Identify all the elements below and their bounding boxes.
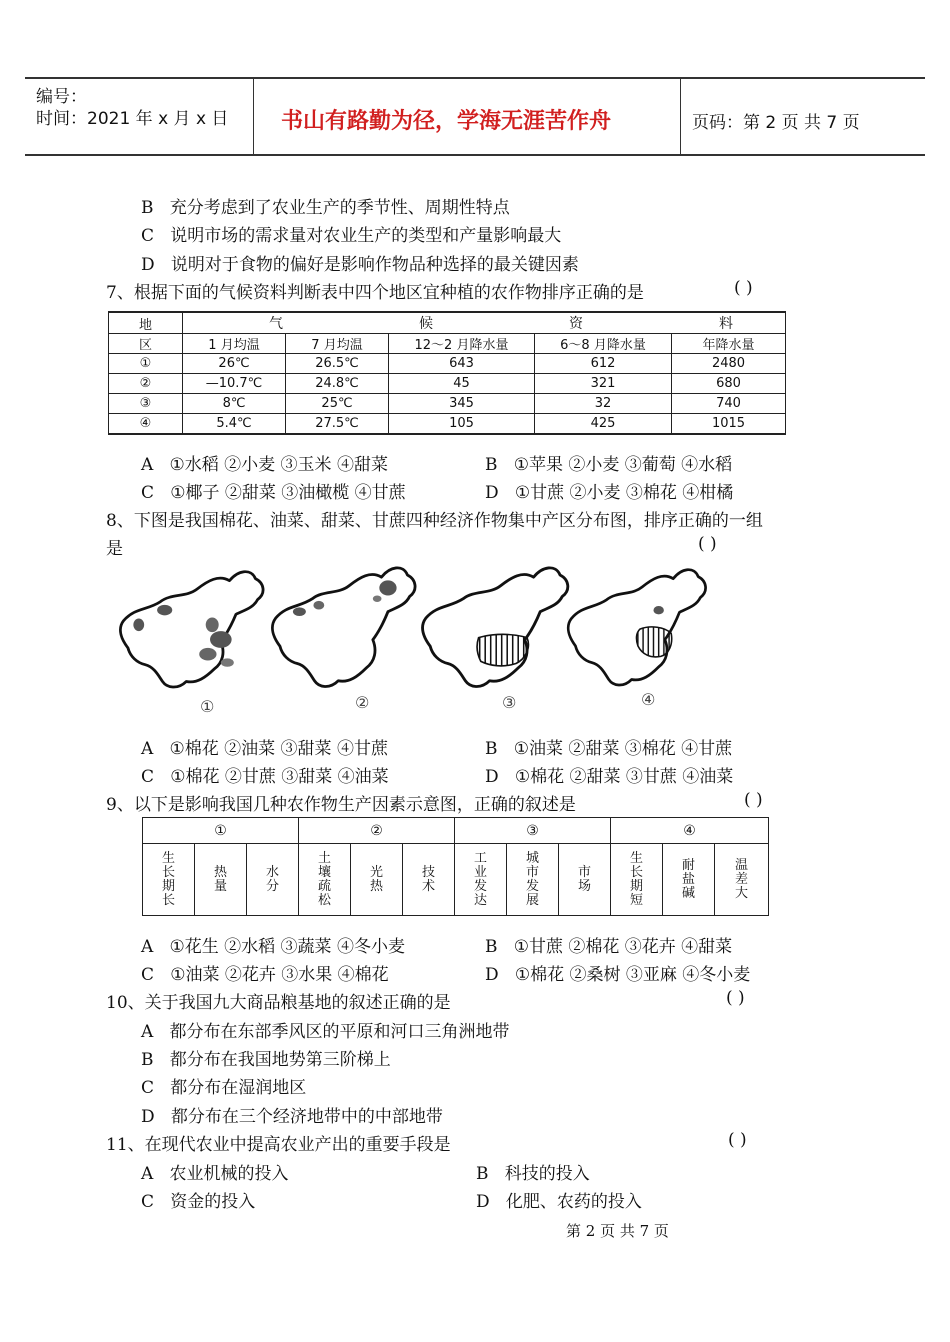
climate-table — [108, 311, 786, 435]
factor-cell: 市场 — [559, 844, 611, 916]
china-map-2 — [272, 568, 415, 687]
q8-answer-paren: ( ) — [698, 534, 717, 554]
q9-stem: 9、以下是影响我国几种农作物生产因素示意图，正确的叙述是 — [106, 795, 576, 815]
q9-option-c: C ①油菜 ②花卉 ③水果 ④棉花 — [141, 965, 389, 985]
climate-cell: 321 — [535, 374, 672, 394]
factor-cell: 光热 — [351, 844, 403, 916]
climate-cell: 740 — [672, 394, 786, 414]
climate-region-header-2: 区 — [109, 334, 183, 354]
china-map-4 — [568, 570, 705, 685]
q11-option-a: A 农业机械的投入 — [141, 1164, 289, 1184]
q8-stem: 8、下图是我国棉花、油菜、甜菜、甘蔗四种经济作物集中产区分布图，排序正确的一组 — [106, 511, 763, 531]
q10-answer-paren: ( ) — [726, 988, 745, 1008]
q11-option-d: D 化肥、农药的投入 — [476, 1192, 642, 1212]
q8-option-d: D ①棉花 ②甜菜 ③甘蔗 ④油菜 — [485, 767, 734, 787]
factor-table — [142, 817, 769, 916]
factor-group-label: ④ — [611, 818, 769, 844]
header-divider-right — [680, 78, 681, 155]
climate-row — [109, 354, 786, 374]
q6-option-d: D 说明对于食物的偏好是影响作物品种选择的最关键因素 — [141, 255, 579, 275]
q9-option-b: B ①甘蔗 ②棉花 ③花卉 ④甜菜 — [485, 937, 733, 957]
q7-stem: 7、根据下面的气候资料判断表中四个地区宜种植的农作物排序正确的是 — [106, 283, 644, 303]
q7-option-c: C ①椰子 ②甜菜 ③油橄榄 ④甘蔗 — [141, 483, 406, 503]
climate-col-header: 6～8 月降水量 — [535, 334, 672, 354]
climate-cell: 643 — [389, 354, 535, 374]
climate-cell: 8℃ — [183, 394, 286, 414]
climate-row — [109, 414, 786, 434]
factor-cell: 热量 — [195, 844, 247, 916]
climate-region-cell: ④ — [109, 414, 183, 434]
factor-cell: 耐盐碱 — [663, 844, 715, 916]
map-label-3: ③ — [502, 693, 517, 712]
climate-region-cell: ② — [109, 374, 183, 394]
q10-stem: 10、关于我国九大商品粮基地的叙述正确的是 — [106, 993, 451, 1013]
q11-answer-paren: ( ) — [728, 1130, 747, 1150]
climate-col-header: 年降水量 — [672, 334, 786, 354]
climate-region-cell: ③ — [109, 394, 183, 414]
factor-cell: 生长期短 — [611, 844, 663, 916]
climate-cell: 45 — [389, 374, 535, 394]
climate-cell: 25℃ — [286, 394, 389, 414]
header-motto: 书山有路勤为径，学海无涯苦作舟 — [281, 109, 612, 134]
china-map-3 — [423, 568, 568, 687]
q7-option-d: D ①甘蔗 ②小麦 ③棉花 ④柑橘 — [485, 483, 734, 503]
climate-row — [109, 374, 786, 394]
q8-option-c: C ①棉花 ②甘蔗 ③甜菜 ④油菜 — [141, 767, 389, 787]
header-bottom-rule — [25, 154, 925, 156]
climate-row — [109, 394, 786, 414]
climate-cell: —10.7℃ — [183, 374, 286, 394]
factor-cell: 水分 — [247, 844, 299, 916]
q11-option-b: B 科技的投入 — [476, 1164, 590, 1184]
factor-group-label: ③ — [455, 818, 611, 844]
q8-stem-cont: 是 — [106, 539, 123, 559]
q7-answer-paren: ( ) — [734, 278, 753, 298]
q10-option-b: B 都分布在我国地势第三阶梯上 — [141, 1050, 391, 1070]
factor-cell: 工业发达 — [455, 844, 507, 916]
climate-cell: 2480 — [672, 354, 786, 374]
q9-answer-paren: ( ) — [744, 790, 763, 810]
factor-cell: 城市发展 — [507, 844, 559, 916]
factor-group-label: ② — [299, 818, 455, 844]
factor-group-label: ① — [143, 818, 299, 844]
climate-cell: 26.5℃ — [286, 354, 389, 374]
china-map-1 — [120, 572, 263, 687]
header-number-label: 编号： — [36, 87, 87, 107]
climate-cell: 680 — [672, 374, 786, 394]
header-divider-left — [253, 78, 254, 155]
header-top-rule — [25, 77, 925, 79]
q10-option-c: C 都分布在湿润地区 — [141, 1078, 307, 1098]
climate-cell: 612 — [535, 354, 672, 374]
climate-col-header: 12～2 月降水量 — [389, 334, 535, 354]
climate-col-header: 1 月均温 — [183, 334, 286, 354]
map-label-1: ① — [200, 697, 215, 716]
climate-cell: 345 — [389, 394, 535, 414]
climate-cell: 24.8℃ — [286, 374, 389, 394]
factor-cell: 技术 — [403, 844, 455, 916]
map-label-4: ④ — [641, 690, 656, 709]
factor-cell: 温差大 — [715, 844, 769, 916]
q6-option-c: C 说明市场的需求量对农业生产的类型和产量影响最大 — [141, 226, 562, 246]
q11-stem: 11、在现代农业中提高农业产出的重要手段是 — [106, 1135, 451, 1155]
q6-option-b: B 充分考虑到了农业生产的季节性、周期性特点 — [141, 198, 510, 218]
header-time-label: 时间：2021 年 x 月 x 日 — [36, 109, 229, 129]
q11-option-c: C 资金的投入 — [141, 1192, 256, 1212]
climate-cell: 32 — [535, 394, 672, 414]
climate-cell: 5.4℃ — [183, 414, 286, 434]
q9-option-d: D ①棉花 ②桑树 ③亚麻 ④冬小麦 — [485, 965, 751, 985]
climate-cell: 105 — [389, 414, 535, 434]
q7-option-a: A ①水稻 ②小麦 ③玉米 ④甜菜 — [141, 455, 388, 475]
climate-cell: 425 — [535, 414, 672, 434]
climate-cell: 26℃ — [183, 354, 286, 374]
factor-cell: 生长期长 — [143, 844, 195, 916]
climate-region-cell: ① — [109, 354, 183, 374]
q10-option-d: D 都分布在三个经济地带中的中部地带 — [141, 1107, 443, 1127]
q8-option-b: B ①油菜 ②甜菜 ③棉花 ④甘蔗 — [485, 739, 733, 759]
q10-option-a: A 都分布在东部季风区的平原和河口三角洲地带 — [141, 1022, 510, 1042]
q8-option-a: A ①棉花 ②油菜 ③甜菜 ④甘蔗 — [141, 739, 388, 759]
climate-group-header: 气 候 资 料 — [183, 312, 786, 334]
factor-cell: 土壤疏松 — [299, 844, 351, 916]
climate-cell: 1015 — [672, 414, 786, 434]
climate-region-header-1: 地 — [109, 312, 183, 334]
header-page-label: 页码：第 2 页 共 7 页 — [692, 113, 860, 133]
climate-cell: 27.5℃ — [286, 414, 389, 434]
climate-col-header: 7 月均温 — [286, 334, 389, 354]
map-label-2: ② — [355, 693, 370, 712]
q9-option-a: A ①花生 ②水稻 ③蔬菜 ④冬小麦 — [141, 937, 405, 957]
page-footer: 第 2 页 共 7 页 — [566, 1222, 669, 1240]
q7-option-b: B ①苹果 ②小麦 ③葡萄 ④水稻 — [485, 455, 733, 475]
